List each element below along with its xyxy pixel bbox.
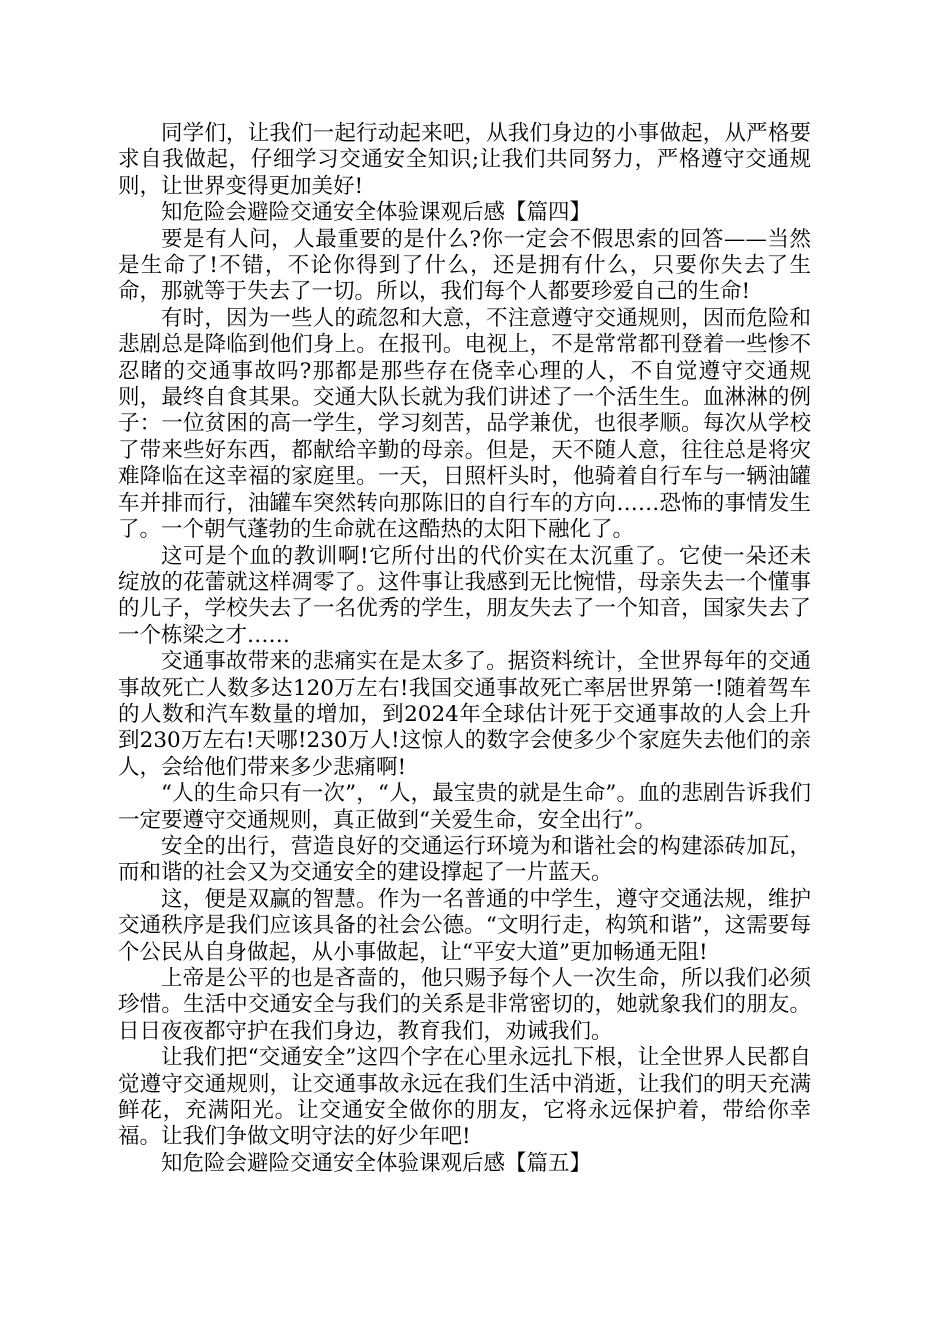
paragraph: “人的生命只有一次”，“人，最宝贵的就是生命”。血的悲剧告诉我们一定要遵守交通规则，真正做到“关爱生命，安全出行”。 (118, 781, 811, 833)
paragraph: 上帝是公平的也是吝啬的，他只赐予每个人一次生命，所以我们必须珍惜。生活中交通安全与我们的关系是非常密切的，她就象我们的朋友。日日夜夜都守护在我们身边，教育我们，劝诫我们。 (118, 966, 811, 1044)
paragraph: 同学们，让我们一起行动起来吧，从我们身边的小事做起，从严格要求自我做起，仔细学习交通安全知识;让我们共同努力，严格遵守交通规则，让世界变得更加美好! (118, 121, 811, 199)
paragraph: 这，便是双赢的智慧。作为一名普通的中学生，遵守交通法规，维护交通秩序是我们应该具备的社会公德。“文明行走，构筑和谐”，这需要每个公民从自身做起，从小事做起，让“平安大道”更加畅通无阻! (118, 886, 811, 965)
paragraph: 交通事故带来的悲痛实在是太多了。据资料统计，全世界每年的交通事故死亡人数多达120万左右!我国交通事故死亡率居世界第一!随着驾车的人数和汽车数量的增加，到2024年全球估计死于交通事故的人会上升到230万左右!天哪!230万人!这惊人的数字会使多少个家庭失去他们的亲人，会给他们带来多少悲痛啊! (118, 649, 811, 780)
section-heading: 知危险会避险交通安全体验课观后感【篇四】 (161, 200, 592, 226)
section-heading: 知危险会避险交通安全体验课观后感【篇五】 (161, 1150, 592, 1176)
paragraph: 安全的出行，营造良好的交通运行环境为和谐社会的构建添砖加瓦，而和谐的社会又为交通安全的建设撑起了一片蓝天。 (118, 833, 811, 886)
paragraph: 要是有人问，人最重要的是什么?你一定会不假思索的回答——当然是生命了!不错，不论你得到了什么，还是拥有什么，只要你失去了生命，那就等于失去了一切。所以，我们每个人都要珍爱自己的生命! (118, 226, 811, 305)
paragraph: 有时，因为一些人的疏忽和大意，不注意遵守交通规则，因而危险和悲剧总是降临到他们身上。在报刊。电视上，不是常常都刊登着一些惨不忍睹的交通事故吗?那都是那些存在侥幸心理的人，不自觉遵守交通规则，最终自食其果。交通大队长就为我们讲述了一个活生生。血淋淋的例子：一位贫困的高一学生，学习刻苦，品学兼优，也很孝顺。每次从学校了带来些好东西，都献给辛勤的母亲。但是，天不随人意，往往总是将灾难降临在这幸福的家庭里。一天，日照杆头时，他骑着自行车与一辆油罐车并排而行，油罐车突然转向那陈旧的自行车的方向……恐怖的事情发生了。一个朝气蓬勃的生命就在这酷热的太阳下融化了。 (118, 305, 811, 543)
paragraph: 这可是个血的教训啊!它所付出的代价实在太沉重了。它使一朵还未绽放的花蕾就这样凋零了。这件事让我感到无比惋惜，母亲失去一个懂事的儿子，学校失去了一名优秀的学生，朋友失去了一个知音，国家失去了一个栋梁之才…… (118, 543, 811, 648)
paragraph: 让我们把“交通安全”这四个字在心里永远扎下根，让全世界人民都自觉遵守交通规则，让交通事故永远在我们生活中消逝，让我们的明天充满鲜花，充满阳光。让交通安全做你的朋友，它将永远保护着，带给你幸福。让我们争做文明守法的好少年吧! (118, 1045, 811, 1150)
document-page (118, 121, 811, 1177)
